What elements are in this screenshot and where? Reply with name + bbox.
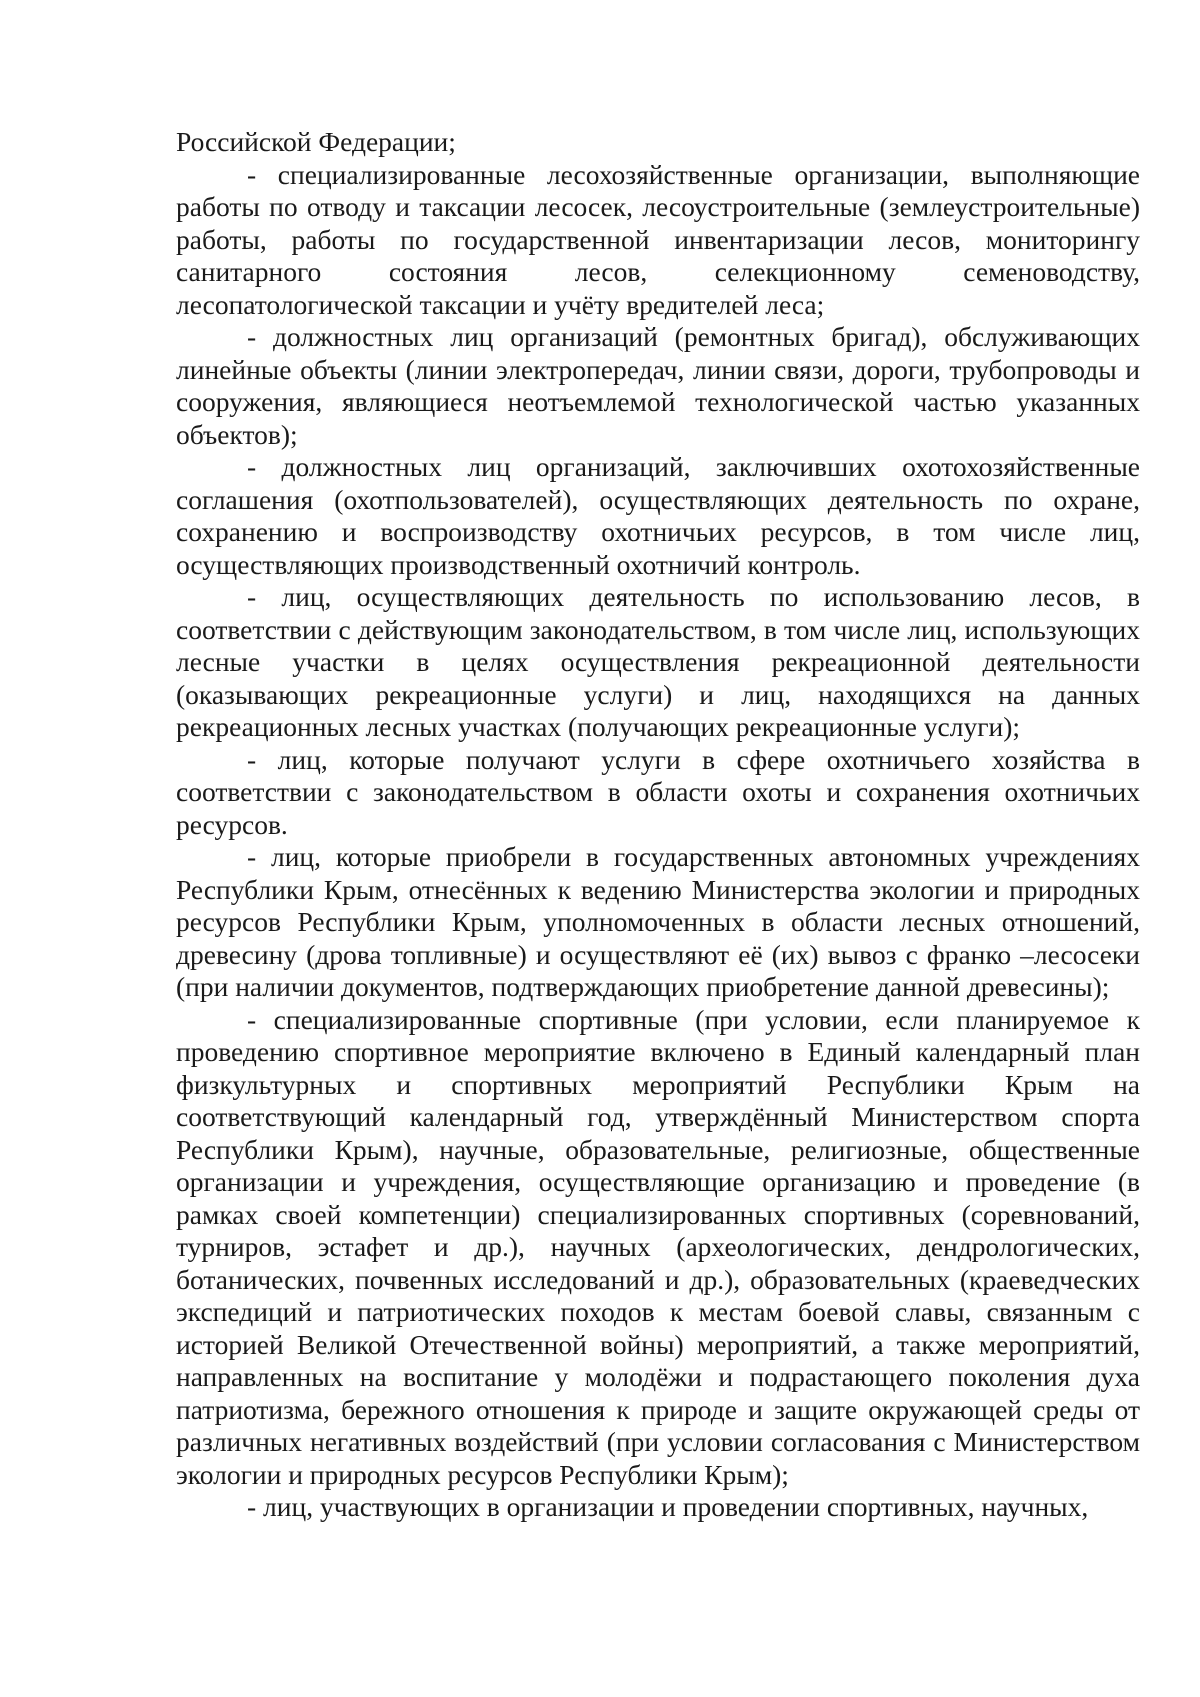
paragraph-continuation: Российской Федерации;: [176, 126, 456, 157]
paragraph-linear-objects: - должностных лиц организаций (ремонтных бригад), обслуживающих линейные объекты (линии электропередач, линии связи, дороги, трубопроводы и сооружения, являющиеся неотъемлемой технологической частью указанных объектов);: [176, 321, 1140, 450]
paragraph-forest-use: - лиц, осуществляющих деятельность по использованию лесов, в соответствии с действующим законодательством, в том числе лиц, использующих лесные участки в целях осуществления рекреационной деятельности (оказывающих рекреационные услуги) и лиц, находящихся на данных рекреационных лесных участках (получающих рекреационные услуги);: [176, 581, 1140, 742]
paragraph-firewood-purchase: - лиц, которые приобрели в государственных автономных учреждениях Республики Крым, отнесённых к ведению Министерства экологии и природных ресурсов Республики Крым, уполномоченных в области лесных отношений, древесину (дрова топливные) и осуществляют её (их) вывоз с франко –лесосеки (при наличии документов, подтверждающих приобретение данной древесины);: [176, 841, 1140, 1002]
document-body: [176, 126, 1140, 1524]
paragraph-hunting-services: - лиц, которые получают услуги в сфере охотничьего хозяйства в соответствии с законодательством в области охоты и сохранения охотничьих ресурсов.: [176, 743, 1140, 840]
paragraph-sports-organizations: - специализированные спортивные (при условии, если планируемое к проведению спортивное мероприятие включено в Единый календарный план физкультурных и спортивных мероприятий Республики Крым на соответствующий календарный год, утверждённый Министерством спорта Республики Крым), научные, образовательные, религиозные, общественные организации и учреждения, осуществляющие организацию и проведение (в рамках своей компетенции) специализированных спортивных (соревнований, турниров, эстафет и др.), научных (археологических, дендрологических, ботанических, почвенных исследований и др.), образовательных (краеведческих экспедиций и патриотических походов к местам боевой славы, связанным с историей Великой Отечественной войны) мероприятий, а также мероприятий, направленных на воспитание у молодёжи и подрастающего поколения духа патриотизма, бережного отношения к природе и защите окружающей среды от различных негативных воздействий (при условии согласования с Министерством экологии и природных ресурсов Республики Крым);: [176, 1003, 1140, 1490]
paragraph-hunting-agreements: - должностных лиц организаций, заключивших охотохозяйственные соглашения (охотпользователей), осуществляющих деятельность по охране, сохранению и воспроизводству охотничьих ресурсов, в том числе лиц, осуществляющих производственный охотничий контроль.: [176, 451, 1140, 580]
paragraph-forestry-organizations: - специализированные лесохозяйственные организации, выполняющие работы по отводу и таксации лесосек, лесоустроительные (землеустроительные) работы, работы по государственной инвентаризации лесов, мониторингу санитарного состояния лесов, селекционному семеноводству, лесопатологической таксации и учёту вредителей леса;: [176, 158, 1140, 320]
paragraph-event-participants: - лиц, участвующих в организации и проведении спортивных, научных,: [247, 1491, 1089, 1522]
